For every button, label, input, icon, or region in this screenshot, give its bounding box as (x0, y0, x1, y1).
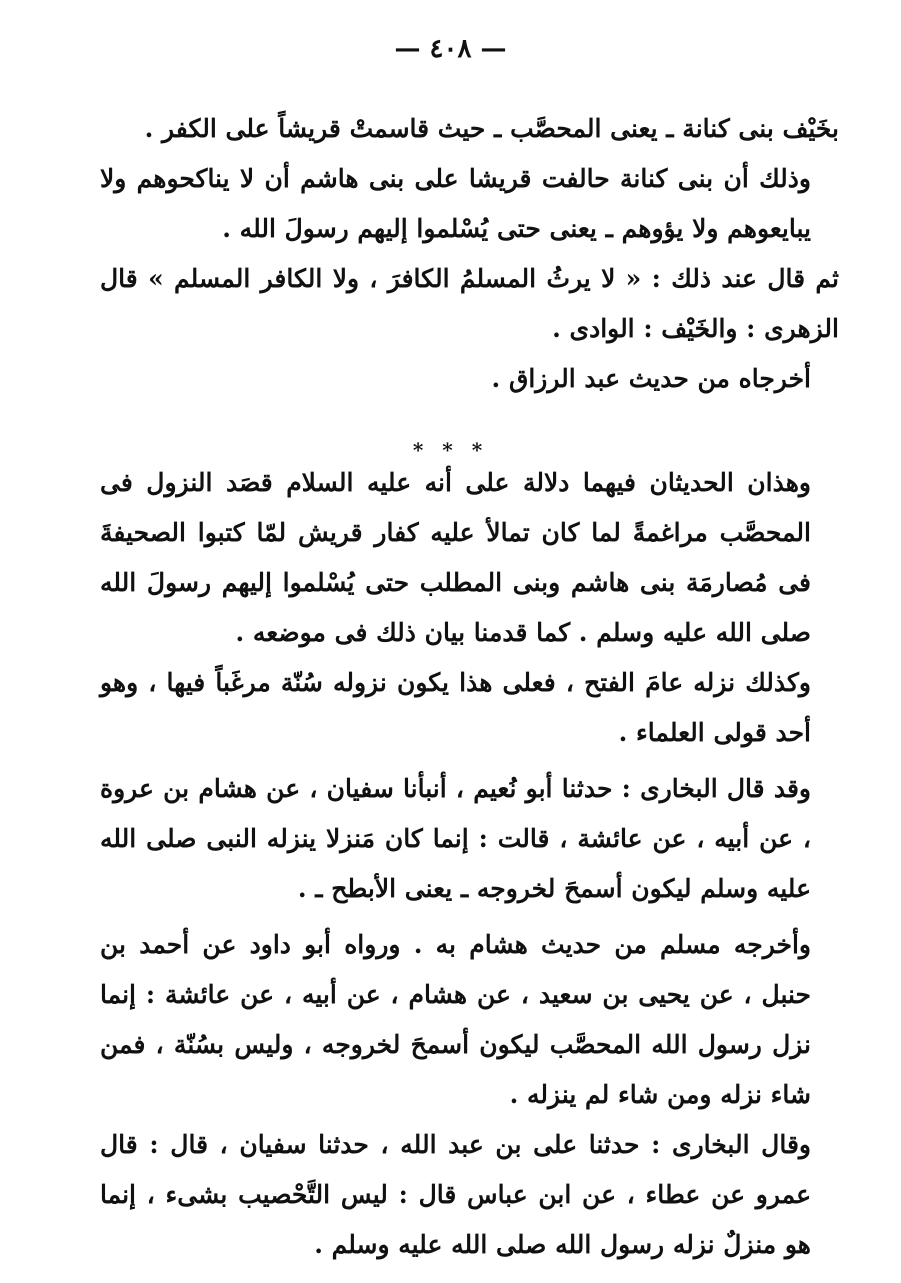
paragraph-ibn-abbas: وقال البخارى : حدثنا على بن عبد الله ، حدثنا سفيان ، قال : قال عمرو عن عطاء ، عن ابن عباس قال : ليس التَّحْصيب بشىء ، إنما هو منزلٌ نزله رسول الله صلى الله عليه وسلم . (100, 1130, 811, 1259)
paragraph-inheritance-hadith: ثم قال عند ذلك : « لا يرثُ المسلمُ الكافرَ ، ولا الكافر المسلم » قال الزهرى : والخَيْف : الوادى . (100, 264, 839, 343)
section-2 (100, 458, 839, 1270)
section-separator: * * * (412, 438, 489, 462)
section-1 (100, 104, 839, 404)
paragraph-kinana-alliance: وذلك أن بنى كنانة حالفت قريشا على بنى هاشم أن لا يناكحوهم ولا يبايعوهم ولا يؤوهم ـ يعنى حتى يُسْلموا إليهم رسولَ الله . (100, 164, 811, 243)
paragraph-year-of-conquest: وكذلك نزله عامَ الفتح ، فعلى هذا يكون نزوله سُنّة مرغَباً فيها ، وهو أحد قولى العلماء . (100, 668, 811, 747)
page-number: — ٤٠٨ — (394, 34, 507, 64)
paragraph-khayf: بخَيْف بنى كنانة ـ يعنى المحصَّب ـ حيث قاسمتْ قريشاً على الكفر . (144, 114, 839, 143)
paragraph-two-hadiths: وهذان الحديثان فيهما دلالة على أنه عليه السلام قصَد النزول فى المحصَّب مراغمةً لما كان تمالأ عليه كفار قريش لمّا كتبوا الصحيفةَ فى مُصارمَة بنى هاشم وبنى المطلب حتى يُسْلموا إليهم رسولَ الله صلى الله عليه وسلم . كما قدمنا بيان ذلك فى موضعه . (100, 468, 811, 647)
paragraph-muslim-abu-dawud: وأخرجه مسلم من حديث هشام به . ورواه أبو داود عن أحمد بن حنبل ، عن يحيى بن سعيد ، عن هشام ، عن أبيه ، عن عائشة : إنما نزل رسول الله المحصَّب ليكون أسمحَ لخروجه ، وليس بسُنّة ، فمن شاء نزله ومن شاء لم ينزله . (100, 930, 811, 1109)
paragraph-source-note: أخرجاه من حديث عبد الرزاق . (491, 364, 811, 393)
paragraph-bukhari-aisha: وقد قال البخارى : حدثنا أبو نُعيم ، أنبأنا سفيان ، عن هشام بن عروة ، عن أبيه ، عن عائشة ، قالت : إنما كان مَنزلا ينزله النبى صلى الله عليه وسلم ليكون أسمحَ لخروجه ـ يعنى الأبطح ـ . (100, 774, 811, 903)
